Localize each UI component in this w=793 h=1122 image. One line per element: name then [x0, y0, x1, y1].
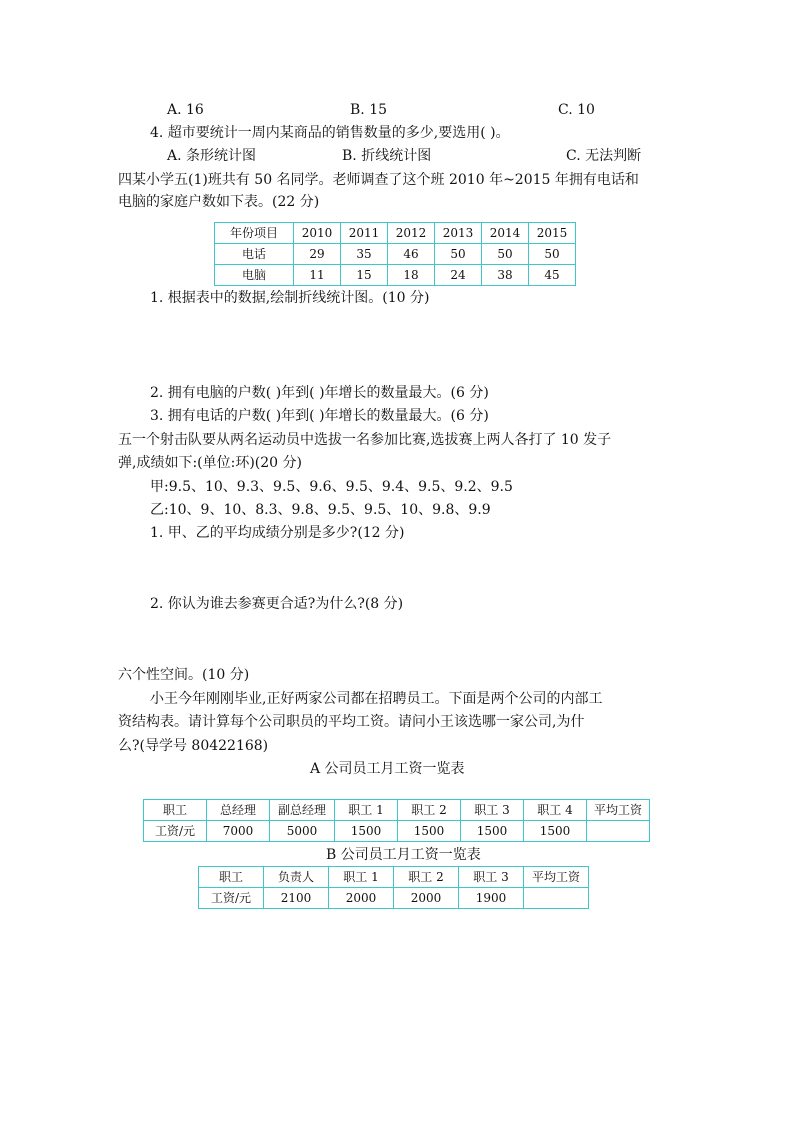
table-cell: 38	[482, 265, 529, 286]
table-row	[144, 821, 650, 842]
table-b-caption: B 公司员工月工资一览表	[326, 847, 481, 863]
q4-stem: 4. 超市要统计一周内某商品的销售数量的多少,要选用( )。	[150, 125, 510, 141]
table-header-row	[215, 223, 576, 244]
table-header-cell: 负责人	[264, 867, 329, 888]
table-cell: 工资/元	[199, 888, 264, 909]
phone-computer-table	[214, 222, 576, 286]
table-cell: 工资/元	[144, 821, 207, 842]
table-cell: 18	[388, 265, 435, 286]
section6-title: 六个性空间。(10 分)	[118, 667, 250, 683]
table-cell: 1500	[524, 821, 587, 842]
table-cell: 电脑	[215, 265, 294, 286]
table-cell: 7000	[207, 821, 270, 842]
table-header-cell: 2013	[435, 223, 482, 244]
q3-option-c: C. 10	[558, 102, 595, 118]
table-header-cell: 总经理	[207, 800, 270, 821]
table-cell: 2000	[394, 888, 459, 909]
table-cell: 5000	[270, 821, 335, 842]
table-header-row	[144, 800, 650, 821]
section4-q1: 1. 根据表中的数据,绘制折线统计图。(10 分)	[150, 290, 430, 306]
table-cell: 29	[294, 244, 341, 265]
section5-yi-scores: 乙:10、9、10、8.3、9.8、9.5、9.5、10、9.8、9.9	[150, 502, 491, 518]
section5-q2: 2. 你认为谁去参赛更合适?为什么?(8 分)	[150, 596, 404, 612]
table-cell	[524, 888, 589, 909]
table-header-cell: 2014	[482, 223, 529, 244]
table-header-cell: 职工 3	[459, 867, 524, 888]
table-cell: 11	[294, 265, 341, 286]
company-a-salary-table	[143, 799, 650, 842]
table-header-cell: 职工 1	[329, 867, 394, 888]
q4-option-c: C. 无法判断	[566, 148, 642, 164]
q4-option-b: B. 折线统计图	[342, 148, 432, 164]
table-cell: 50	[482, 244, 529, 265]
table-header-cell: 2011	[341, 223, 388, 244]
table-header-cell: 职工 3	[461, 800, 524, 821]
section5-intro-line2: 弹,成绩如下:(单位:环)(20 分)	[118, 455, 302, 471]
table-cell: 1500	[461, 821, 524, 842]
q3-option-a: A. 16	[167, 102, 204, 118]
table-a-caption: A 公司员工月工资一览表	[310, 761, 465, 777]
section5-intro-line1: 五一个射击队要从两名运动员中选拔一名参加比赛,选拔赛上两人各打了 10 发子	[118, 432, 612, 448]
table-header-cell: 职工	[199, 867, 264, 888]
section4-q3: 3. 拥有电话的户数( )年到( )年增长的数量最大。(6 分)	[150, 408, 489, 424]
table-row	[215, 244, 576, 265]
table-cell: 50	[435, 244, 482, 265]
table-row	[215, 265, 576, 286]
table-cell: 1500	[335, 821, 398, 842]
table-header-cell: 职工 2	[394, 867, 459, 888]
table-header-cell: 2015	[529, 223, 576, 244]
section4-intro-line1: 四某小学五(1)班共有 50 名同学。老师调查了这个班 2010 年~2015 年拥有电话和	[118, 172, 639, 188]
table-cell: 1500	[398, 821, 461, 842]
table-cell: 电话	[215, 244, 294, 265]
table-header-cell: 副总经理	[270, 800, 335, 821]
table-cell: 2100	[264, 888, 329, 909]
table-cell: 1900	[459, 888, 524, 909]
section5-q1: 1. 甲、乙的平均成绩分别是多少?(12 分)	[150, 525, 405, 541]
section4-intro-line2: 电脑的家庭户数如下表。(22 分)	[118, 194, 320, 210]
table-cell: 15	[341, 265, 388, 286]
table-header-cell: 职工 1	[335, 800, 398, 821]
table-cell: 2000	[329, 888, 394, 909]
table-header-cell: 平均工资	[524, 867, 589, 888]
table-row	[199, 888, 589, 909]
table-header-cell: 职工 4	[524, 800, 587, 821]
q3-option-b: B. 15	[350, 102, 388, 118]
section5-jia-scores: 甲:9.5、10、9.3、9.5、9.6、9.5、9.4、9.5、9.2、9.5	[150, 479, 513, 495]
table-header-cell: 职工	[144, 800, 207, 821]
table-cell: 24	[435, 265, 482, 286]
table-cell: 46	[388, 244, 435, 265]
table-header-cell: 年份项目	[215, 223, 294, 244]
table-header-row	[199, 867, 589, 888]
table-header-cell: 职工 2	[398, 800, 461, 821]
section6-paragraph-line2: 资结构表。请计算每个公司职员的平均工资。请问小王该选哪一家公司,为什	[118, 714, 585, 730]
table-cell: 35	[341, 244, 388, 265]
section6-paragraph-line3: 么?(导学号 80422168)	[118, 738, 269, 754]
table-cell: 45	[529, 265, 576, 286]
table-header-cell: 2012	[388, 223, 435, 244]
company-b-salary-table	[198, 866, 589, 909]
table-cell: 50	[529, 244, 576, 265]
table-header-cell: 平均工资	[587, 800, 650, 821]
table-header-cell: 2010	[294, 223, 341, 244]
section4-q2: 2. 拥有电脑的户数( )年到( )年增长的数量最大。(6 分)	[150, 385, 489, 401]
table-cell	[587, 821, 650, 842]
section6-paragraph-line1: 小王今年刚刚毕业,正好两家公司都在招聘员工。下面是两个公司的内部工	[150, 691, 603, 707]
q4-option-a: A. 条形统计图	[167, 148, 257, 164]
